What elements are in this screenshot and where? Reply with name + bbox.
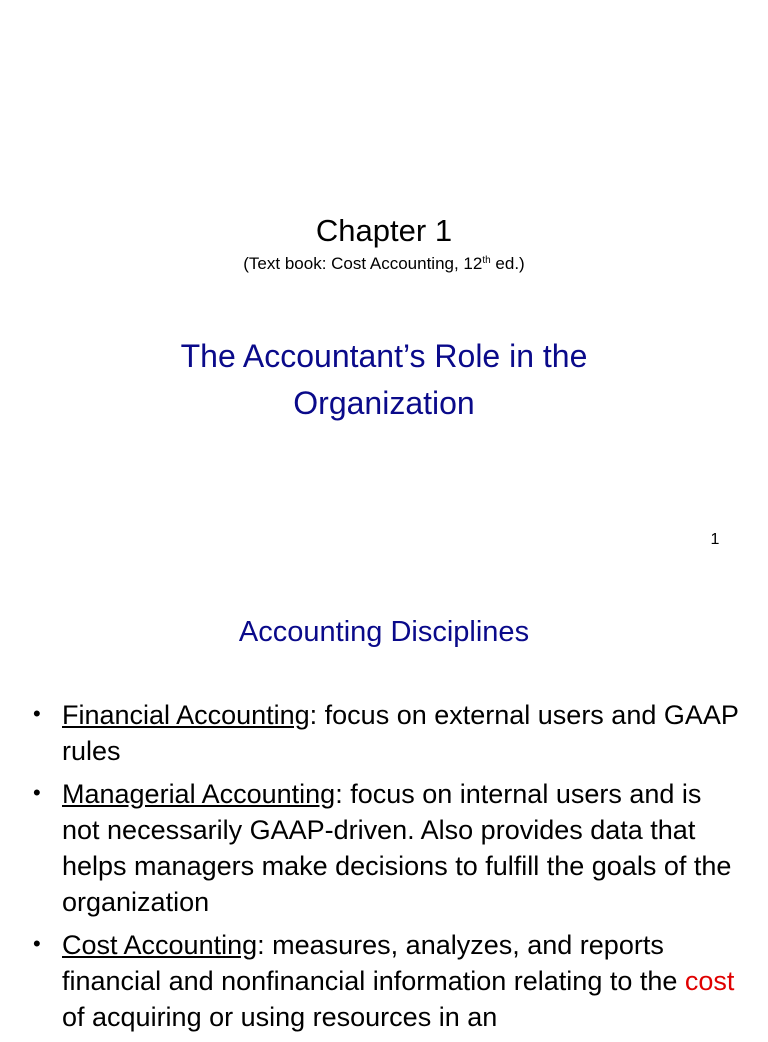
page-number: 1 — [710, 531, 720, 548]
textbook-subtitle — [0, 253, 768, 275]
term-cost-accounting: Cost Accounting — [62, 930, 258, 960]
bullet-item-cost-accounting — [0, 927, 768, 1035]
section-title: Accounting Disciplines — [238, 616, 530, 648]
subtitle-superscript: th — [482, 255, 491, 266]
bullet-text: : focus on internal users and is not necessarily GAAP-driven. Also provides data that helps managers make decisions to fulfill the goals of the organization — [62, 779, 732, 917]
subtitle-text-end: ed.) — [490, 254, 525, 273]
subtitle-text: (Text book: Cost Accounting, 12 — [243, 254, 483, 273]
bullet-list — [0, 697, 768, 1042]
bullet-item-managerial-accounting — [0, 776, 768, 920]
bullet-text: : measures, analyzes, and reports financial and nonfinancial information relating to the — [62, 930, 685, 996]
bullet-dot-icon: • — [33, 701, 41, 726]
bullet-text: : focus on external users and GAAP rules — [62, 700, 739, 766]
bullet-item-financial-accounting — [0, 697, 768, 769]
slide-2 — [0, 560, 768, 1032]
term-managerial-accounting: Managerial Accounting — [62, 779, 336, 809]
chapter-title: Chapter 1 — [315, 213, 453, 248]
main-title — [0, 333, 768, 427]
highlighted-word-cost: cost — [684, 966, 735, 996]
term-financial-accounting: Financial Accounting — [62, 700, 310, 730]
bullet-dot-icon: • — [33, 780, 41, 805]
bullet-text-end: of acquiring or using resources in an — [62, 1002, 498, 1032]
main-title-line-1: The Accountant’s Role in the — [180, 338, 588, 374]
main-title-line-2: Organization — [293, 385, 475, 421]
bullet-dot-icon: • — [33, 931, 41, 956]
